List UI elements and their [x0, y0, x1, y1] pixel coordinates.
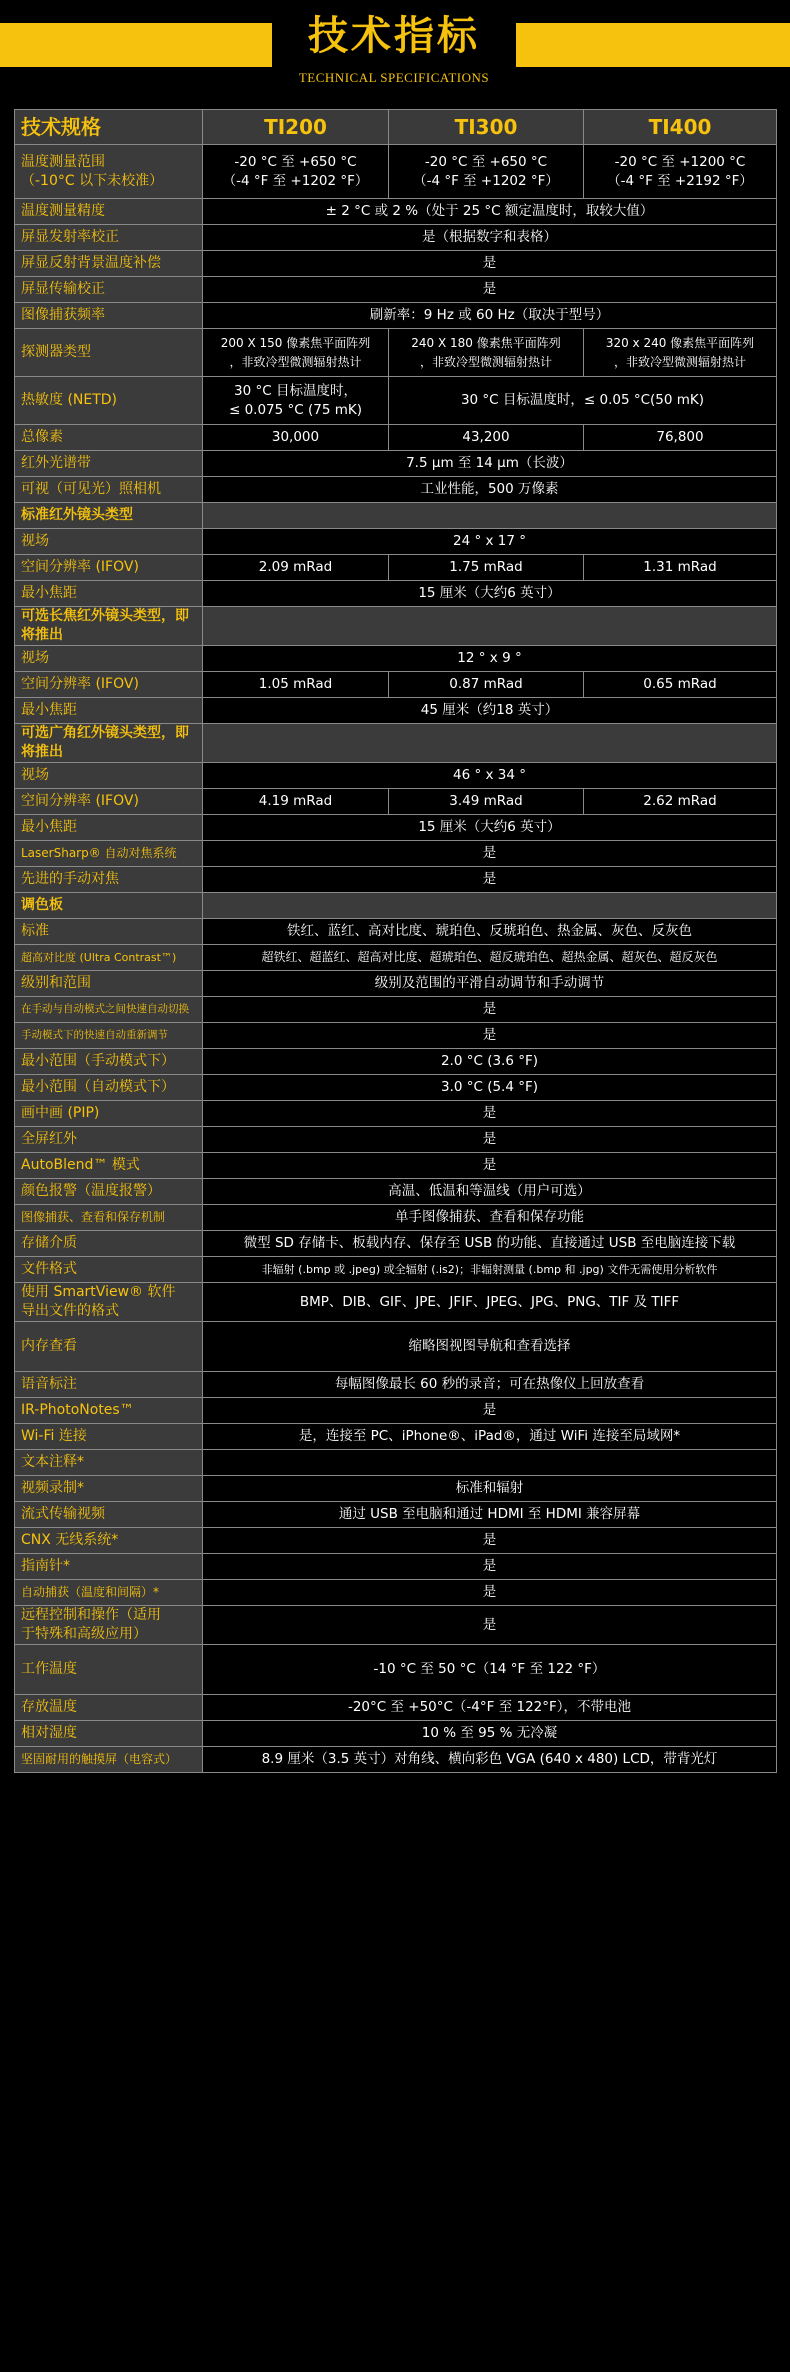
section-row: [15, 893, 777, 919]
spec-value: 单手图像捕获、查看和保存功能: [203, 1205, 777, 1231]
spec-label: 使用 SmartView® 软件 导出文件的格式: [15, 1283, 203, 1322]
spec-label: 远程控制和操作（适用 于特殊和高级应用）: [15, 1606, 203, 1645]
spec-label: Wi-Fi 连接: [15, 1424, 203, 1450]
spec-value: 标准和辐射: [203, 1476, 777, 1502]
spec-label: 标准: [15, 919, 203, 945]
spec-value-ti200: 200 X 150 像素焦平面阵列 ，非致冷型微测辐射热计: [203, 329, 389, 377]
spec-value-ti300-ti400: 30 °C 目标温度时，≤ 0.05 °C(50 mK): [389, 377, 777, 425]
spec-row: [15, 1127, 777, 1153]
header-model-ti400: TI400: [584, 110, 777, 145]
spec-value: 非辐射 (.bmp 或 .jpeg) 或全辐射 (.is2)；非辐射测量 (.bmp 和 .jpg) 文件无需使用分析软件: [203, 1257, 777, 1283]
spec-label: 流式传输视频: [15, 1502, 203, 1528]
spec-row: [15, 672, 777, 698]
spec-value: 通过 USB 至电脑和通过 HDMI 至 HDMI 兼容屏幕: [203, 1502, 777, 1528]
spec-row: [15, 1450, 777, 1476]
spec-row: [15, 841, 777, 867]
spec-label: 屏显反射背景温度补偿: [15, 251, 203, 277]
spec-label: 视频录制*: [15, 1476, 203, 1502]
spec-row: [15, 1398, 777, 1424]
section-fill: [203, 607, 777, 646]
spec-value: ± 2 °C 或 2 %（处于 25 °C 额定温度时，取较大值）: [203, 199, 777, 225]
spec-value: 46 ° x 34 °: [203, 763, 777, 789]
header-model-ti200: TI200: [203, 110, 389, 145]
spec-label: 坚固耐用的触摸屏（电容式）: [15, 1747, 203, 1773]
spec-value: 是: [203, 277, 777, 303]
spec-label: 文件格式: [15, 1257, 203, 1283]
spec-value-ti400: -20 °C 至 +1200 °C （-4 °F 至 +2192 °F）: [584, 145, 777, 199]
spec-row: [15, 1721, 777, 1747]
section-fill: [203, 503, 777, 529]
spec-label: 探测器类型: [15, 329, 203, 377]
spec-row: [15, 763, 777, 789]
spec-value-ti300: -20 °C 至 +650 °C （-4 °F 至 +1202 °F）: [389, 145, 584, 199]
spec-label: 视场: [15, 646, 203, 672]
spec-row: [15, 1205, 777, 1231]
spec-label: 最小范围（自动模式下）: [15, 1075, 203, 1101]
page-title: 技术指标: [308, 13, 480, 59]
spec-row: [15, 919, 777, 945]
spec-row: [15, 815, 777, 841]
section-row: [15, 503, 777, 529]
spec-label: 语音标注: [15, 1372, 203, 1398]
spec-row: [15, 698, 777, 724]
spec-label: 存储介质: [15, 1231, 203, 1257]
spec-label: CNX 无线系统*: [15, 1528, 203, 1554]
spec-label: 工作温度: [15, 1645, 203, 1695]
spec-label: 最小焦距: [15, 815, 203, 841]
spec-row: [15, 1283, 777, 1322]
spec-value-ti300: 3.49 mRad: [389, 789, 584, 815]
spec-row: [15, 199, 777, 225]
spec-label: 先进的手动对焦: [15, 867, 203, 893]
spec-label: 空间分辨率 (IFOV): [15, 672, 203, 698]
spec-value: 工业性能，500 万像素: [203, 477, 777, 503]
spec-row: [15, 971, 777, 997]
spec-label: 内存查看: [15, 1322, 203, 1372]
spec-value-ti200: 30,000: [203, 425, 389, 451]
spec-value: 是: [203, 867, 777, 893]
page-subtitle: TECHNICAL SPECIFICATIONS: [298, 70, 490, 85]
spec-row: [15, 303, 777, 329]
spec-value-ti400: 76,800: [584, 425, 777, 451]
spec-row: [15, 1231, 777, 1257]
spec-row: [15, 1049, 777, 1075]
spec-row: [15, 1372, 777, 1398]
spec-label: 存放温度: [15, 1695, 203, 1721]
spec-label: 文本注释*: [15, 1450, 203, 1476]
spec-value: 是: [203, 1101, 777, 1127]
spec-row: [15, 225, 777, 251]
spec-value: 15 厘米（大约6 英寸）: [203, 815, 777, 841]
spec-label: 视场: [15, 529, 203, 555]
spec-label: 最小焦距: [15, 698, 203, 724]
spec-value: 级别及范围的平滑自动调节和手动调节: [203, 971, 777, 997]
spec-value: 是: [203, 1127, 777, 1153]
spec-row: [15, 945, 777, 971]
header-spec: 技术规格: [15, 110, 203, 145]
spec-label: 在手动与自动模式之间快速自动切换: [15, 997, 203, 1023]
spec-value: 是: [203, 1606, 777, 1645]
spec-value: 缩略图视图导航和查看选择: [203, 1322, 777, 1372]
spec-label: 最小焦距: [15, 581, 203, 607]
spec-value: 是: [203, 1398, 777, 1424]
spec-value: -10 °C 至 50 °C（14 °F 至 122 °F）: [203, 1645, 777, 1695]
spec-row: [15, 1695, 777, 1721]
spec-row: [15, 646, 777, 672]
spec-value-ti400: 0.65 mRad: [584, 672, 777, 698]
spec-value: 超铁红、超蓝红、超高对比度、超琥珀色、超反琥珀色、超热金属、超灰色、超反灰色: [203, 945, 777, 971]
spec-label: 屏显发射率校正: [15, 225, 203, 251]
spec-label: 最小范围（手动模式下）: [15, 1049, 203, 1075]
spec-value: 2.0 °C (3.6 °F): [203, 1049, 777, 1075]
spec-row: [15, 1424, 777, 1450]
spec-value: 是: [203, 1580, 777, 1606]
spec-label: 空间分辨率 (IFOV): [15, 555, 203, 581]
spec-value: 3.0 °C (5.4 °F): [203, 1075, 777, 1101]
spec-label: 视场: [15, 763, 203, 789]
section-fill: [203, 724, 777, 763]
section-fill: [203, 893, 777, 919]
spec-label: 温度测量精度: [15, 199, 203, 225]
spec-row: [15, 1023, 777, 1049]
spec-row: [15, 1606, 777, 1645]
spec-row: [15, 1153, 777, 1179]
spec-row: [15, 1476, 777, 1502]
spec-row: [15, 451, 777, 477]
spec-row: [15, 867, 777, 893]
spec-label: 级别和范围: [15, 971, 203, 997]
spec-label: 温度测量范围 （-10°C 以下未校准）: [15, 145, 203, 199]
spec-row: [15, 251, 777, 277]
spec-label: LaserSharp® 自动对焦系统: [15, 841, 203, 867]
spec-row: [15, 425, 777, 451]
spec-value-ti400: 1.31 mRad: [584, 555, 777, 581]
spec-row: [15, 1747, 777, 1773]
spec-row: [15, 1528, 777, 1554]
spec-value-ti400: 2.62 mRad: [584, 789, 777, 815]
spec-label: 相对湿度: [15, 1721, 203, 1747]
spec-label: 屏显传输校正: [15, 277, 203, 303]
spec-value: 是: [203, 1153, 777, 1179]
section-row: [15, 724, 777, 763]
section-title: 可选广角红外镜头类型，即将推出: [15, 724, 203, 763]
spec-label: 超高对比度 (Ultra Contrast™): [15, 945, 203, 971]
spec-value: 8.9 厘米（3.5 英寸）对角线、横向彩色 VGA (640 x 480) LCD，带背光灯: [203, 1747, 777, 1773]
spec-row: [15, 997, 777, 1023]
spec-value: 7.5 μm 至 14 μm（长波）: [203, 451, 777, 477]
spec-value: 24 ° x 17 °: [203, 529, 777, 555]
section-title: 可选长焦红外镜头类型，即将推出: [15, 607, 203, 646]
spec-row: [15, 1554, 777, 1580]
spec-value: 是: [203, 841, 777, 867]
spec-label: 热敏度 (NETD): [15, 377, 203, 425]
spec-row: [15, 1580, 777, 1606]
spec-value-ti300: 240 X 180 像素焦平面阵列 ，非致冷型微测辐射热计: [389, 329, 584, 377]
spec-label: 红外光谱带: [15, 451, 203, 477]
spec-label: 指南针*: [15, 1554, 203, 1580]
spec-label: IR-PhotoNotes™: [15, 1398, 203, 1424]
spec-value: 高温、低温和等温线（用户可选）: [203, 1179, 777, 1205]
spec-row: [15, 1322, 777, 1372]
spec-label: 画中画 (PIP): [15, 1101, 203, 1127]
spec-value: 每幅图像最长 60 秒的录音；可在热像仪上回放查看: [203, 1372, 777, 1398]
spec-value-ti300: 1.75 mRad: [389, 555, 584, 581]
spec-value: 是: [203, 997, 777, 1023]
spec-value: 是，连接至 PC、iPhone®、iPad®，通过 WiFi 连接至局域网*: [203, 1424, 777, 1450]
spec-row: [15, 1075, 777, 1101]
spec-value: 是: [203, 251, 777, 277]
spec-value: BMP、DIB、GIF、JPE、JFIF、JPEG、JPG、PNG、TIF 及 TIFF: [203, 1283, 777, 1322]
banner-left-bar: [0, 23, 272, 67]
spec-value-ti400: 320 x 240 像素焦平面阵列 ，非致冷型微测辐射热计: [584, 329, 777, 377]
section-title: 调色板: [15, 893, 203, 919]
spec-value-ti200: 2.09 mRad: [203, 555, 389, 581]
spec-value: 是: [203, 1554, 777, 1580]
spec-value: 是: [203, 1023, 777, 1049]
spec-row: [15, 1257, 777, 1283]
spec-label: AutoBlend™ 模式: [15, 1153, 203, 1179]
spec-value-ti200: -20 °C 至 +650 °C （-4 °F 至 +1202 °F）: [203, 145, 389, 199]
spec-value: 15 厘米（大约6 英寸）: [203, 581, 777, 607]
spec-value: 是（根据数字和表格）: [203, 225, 777, 251]
spec-row: [15, 1645, 777, 1695]
spec-value-ti200: 30 °C 目标温度时， ≤ 0.075 °C (75 mK): [203, 377, 389, 425]
spec-value-ti300: 43,200: [389, 425, 584, 451]
spec-row: [15, 581, 777, 607]
spec-row: [15, 529, 777, 555]
spec-label: 手动模式下的快速自动重新调节: [15, 1023, 203, 1049]
spec-row: [15, 555, 777, 581]
spec-value: -20°C 至 +50°C（-4°F 至 122°F），不带电池: [203, 1695, 777, 1721]
spec-table-header: [15, 110, 777, 145]
spec-label: 颜色报警（温度报警）: [15, 1179, 203, 1205]
spec-value: 铁红、蓝红、高对比度、琥珀色、反琥珀色、热金属、灰色、反灰色: [203, 919, 777, 945]
spec-row: [15, 1179, 777, 1205]
spec-value: 12 ° x 9 °: [203, 646, 777, 672]
title-banner: [0, 0, 790, 92]
spec-row: [15, 477, 777, 503]
spec-value: 微型 SD 存储卡、板载内存、保存至 USB 的功能、直接通过 USB 至电脑连接下载: [203, 1231, 777, 1257]
spec-row: [15, 329, 777, 377]
spec-value: 10 % 至 95 % 无冷凝: [203, 1721, 777, 1747]
spec-row: [15, 1502, 777, 1528]
header-model-ti300: TI300: [389, 110, 584, 145]
spec-table: [14, 109, 777, 1773]
spec-row: [15, 377, 777, 425]
spec-row: [15, 789, 777, 815]
spec-row: [15, 1101, 777, 1127]
spec-label: 空间分辨率 (IFOV): [15, 789, 203, 815]
spec-value: 是: [203, 1528, 777, 1554]
spec-row: [15, 277, 777, 303]
spec-label: 图像捕获频率: [15, 303, 203, 329]
spec-label: 图像捕获、查看和保存机制: [15, 1205, 203, 1231]
spec-value: 刷新率：9 Hz 或 60 Hz（取决于型号）: [203, 303, 777, 329]
section-title: 标准红外镜头类型: [15, 503, 203, 529]
banner-right-bar: [516, 23, 790, 67]
spec-row: [15, 145, 777, 199]
spec-label: 全屏红外: [15, 1127, 203, 1153]
spec-value-ti200: 4.19 mRad: [203, 789, 389, 815]
spec-label: 可视（可见光）照相机: [15, 477, 203, 503]
spec-table-body: [15, 145, 777, 1773]
spec-value-ti200: 1.05 mRad: [203, 672, 389, 698]
section-row: [15, 607, 777, 646]
spec-label: 总像素: [15, 425, 203, 451]
spec-value-ti300: 0.87 mRad: [389, 672, 584, 698]
spec-value: [203, 1450, 777, 1476]
spec-value: 45 厘米（约18 英寸）: [203, 698, 777, 724]
spec-label: 自动捕获（温度和间隔）*: [15, 1580, 203, 1606]
